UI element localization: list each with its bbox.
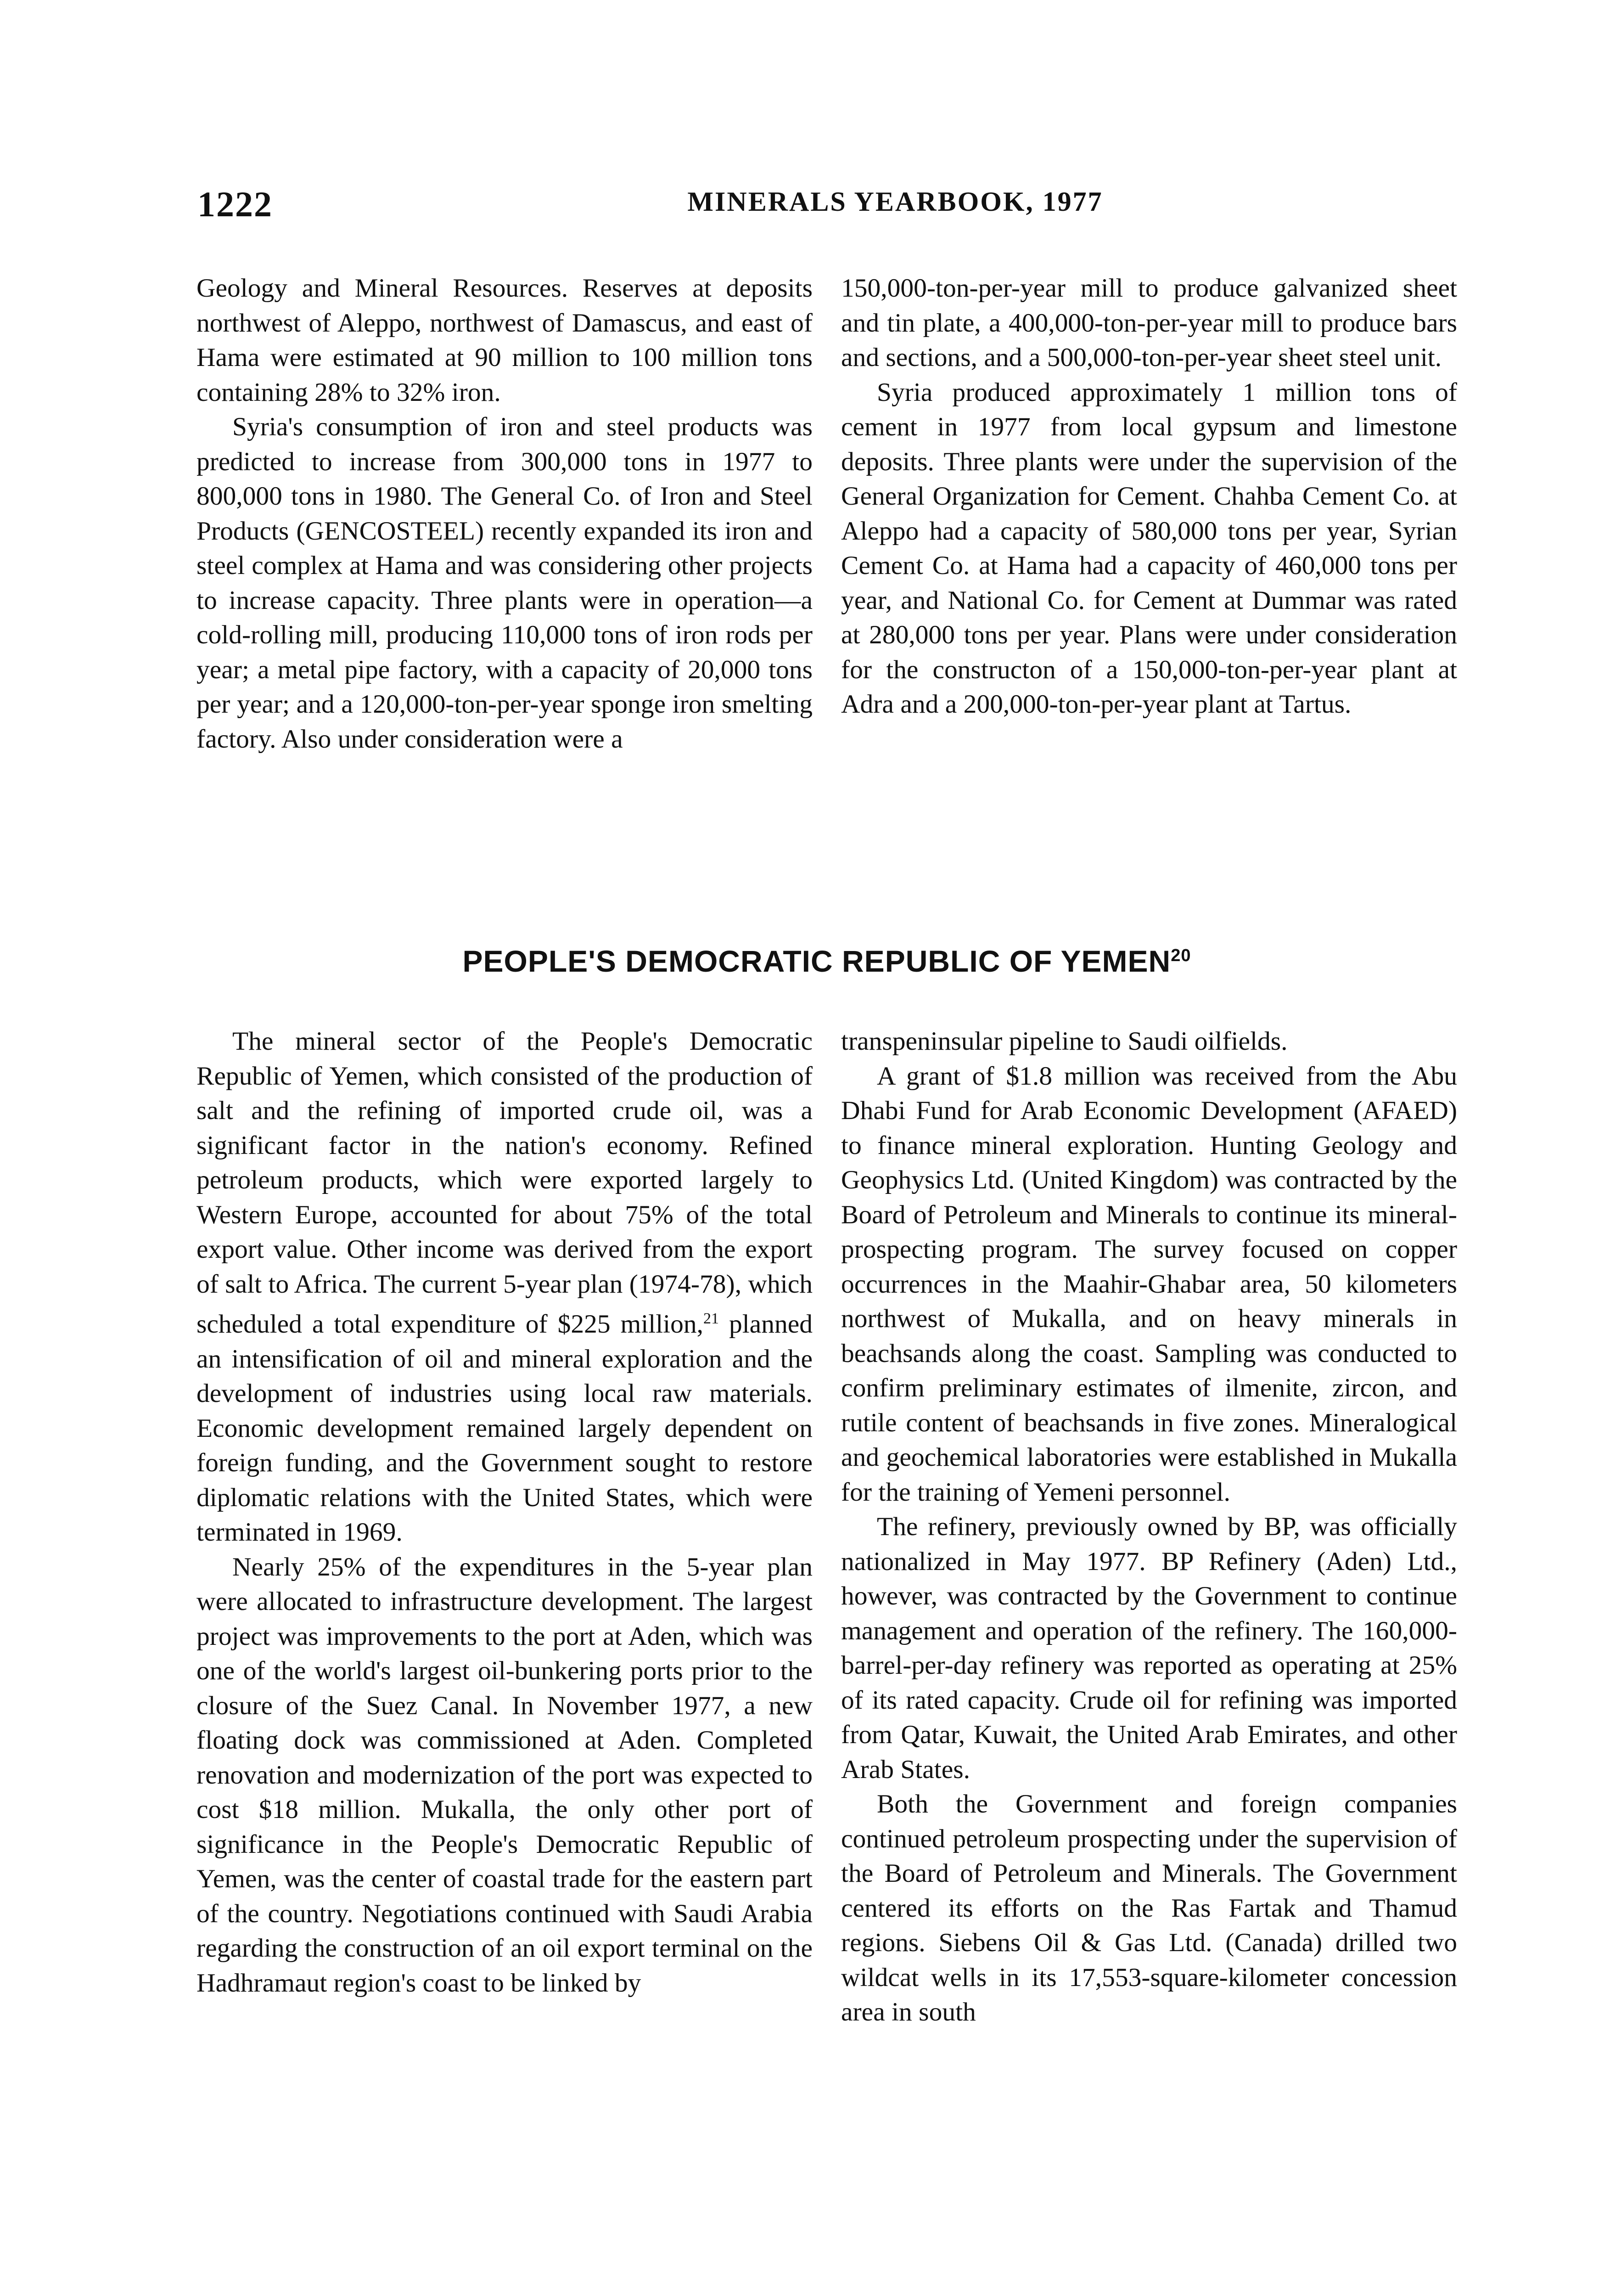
paragraph-text: The mineral sector of the People's Democratic Republic of Yemen, which consisted of the production of salt and the refining of imported crude oil, was a significant factor in the nation's economy. Refined petroleum products, which were exported largely to Western Europe, accounted for about 75% of the total export value. Other income was derived from the export of salt to Africa. The current 5-year plan (1974-78), which scheduled a total expenditure of $225 million, (196, 1027, 813, 1339)
footnote-marker: 21 (703, 1310, 719, 1327)
running-head-title: MINERALS YEARBOOK, 1977 (687, 186, 1103, 217)
paragraph: Geology and Mineral Resources. Reserves at deposits northwest of Aleppo, northwest of Damascus, and east of Hama were estimated at 90 million to 100 million tons containing 28% to 32% iron. (196, 274, 813, 407)
page-number: 1222 (197, 184, 273, 224)
section-heading-text: PEOPLE'S DEMOCRATIC REPUBLIC OF YEMEN (462, 944, 1171, 978)
yemen-column-left (196, 1024, 813, 2245)
paragraph: Syria produced approximately 1 million tons of cement in 1977 from local gypsum and limestone deposits. Three plants were under the supervision of the General Organization for Cement. Chahba Cement Co. at Aleppo had a capacity of 580,000 tons per year, Syrian Cement Co. at Hama had a capacity of 460,000 tons per year, and National Co. for Cement at Dummar was rated at 280,000 tons per year. Plans were under consideration for the constructon of a 150,000-ton-per-year plant at Adra and a 200,000-ton-per-year plant at Tartus. (841, 377, 1457, 719)
paragraph: transpeninsular pipeline to Saudi oilfields. (841, 1027, 1288, 1056)
paragraph: 150,000-ton-per-year mill to produce galvanized sheet and tin plate, a 400,000-ton-per-year mill to produce bars and sections, and a 500,000-ton-per-year sheet steel unit. (841, 274, 1457, 372)
paragraph: Both the Government and foreign companies continued petroleum prospecting under the supervision of the Board of Petroleum and Minerals. The Government centered its efforts on the Ras Fartak and Thamud regions. Siebens Oil & Gas Ltd. (Canada) drilled two wildcat wells in its 17,553-square-kilometer concession area in south (841, 1790, 1457, 2026)
paragraph (196, 1024, 813, 1550)
paragraph: Syria's consumption of iron and steel products was predicted to increase from 300,000 tons in 1977 to 800,000 tons in 1980. The General Co. of Iron and Steel Products (GENCOSTEEL) recently expanded its iron and steel complex at Hama and was considering other projects to increase capacity. Three plants were in operation—a cold-rolling mill, producing 110,000 tons of iron rods per year; a metal pipe factory, with a capacity of 20,000 tons per year; and a 120,000-ton-per-year sponge iron smelting factory. Also under consideration were a (196, 412, 813, 754)
paragraph: Nearly 25% of the expenditures in the 5-year plan were allocated to infrastructure development. The largest project was improvements to the port at Aden, which was one of the world's largest oil-bunkering ports prior to the closure of the Suez Canal. In November 1977, a new floating dock was commissioned at Aden. Completed renovation and modernization of the port was expected to cost $18 million. Mukalla, the only other port of significance in the People's Democratic Republic of Yemen, was the center of coastal trade for the eastern part of the country. Negotiations continued with Saudi Arabia regarding the construction of an oil export terminal on the Hadhramaut region's coast to be linked by (196, 1552, 813, 1998)
yemen-column-right (841, 1024, 1457, 2245)
paragraph: The refinery, previously owned by BP, was officially nationalized in May 1977. BP Refinery (Aden) Ltd., however, was contracted by the Government to continue management and operation of the refinery. The 160,000-barrel-per-day refinery was reported as operating at 25% of its rated capacity. Crude oil for refining was imported from Qatar, Kuwait, the United Arab Emirates, and other Arab States. (841, 1512, 1457, 1784)
syria-column-right (841, 271, 1457, 900)
paragraph-text: planned an intensification of oil and mineral exploration and the development of industries using local raw materials. Economic development remained largely dependent on foreign funding, and the Government sought to restore diplomatic relations with the United States, which were terminated in 1969. (196, 1310, 813, 1547)
syria-column-left (196, 271, 813, 900)
paragraph: A grant of $1.8 million was received from the Abu Dhabi Fund for Arab Economic Development (AFAED) to finance mineral exploration. Hunting Geology and Geophysics Ltd. (United Kingdom) was contracted by the Board of Petroleum and Minerals to continue its mineral-prospecting program. The survey focused on copper occurrences in the Maahir-Ghabar area, 50 kilometers northwest of Mukalla, and on heavy minerals in beachsands along the coast. Sampling was conducted to confirm preliminary estimates of ilmenite, zircon, and rutile content of beachsands in five zones. Mineralogical and geochemical laboratories were established in Mukalla for the training of Yemeni personnel. (841, 1061, 1457, 1507)
section-heading (196, 944, 1457, 979)
footnote-marker: 20 (1171, 946, 1191, 965)
